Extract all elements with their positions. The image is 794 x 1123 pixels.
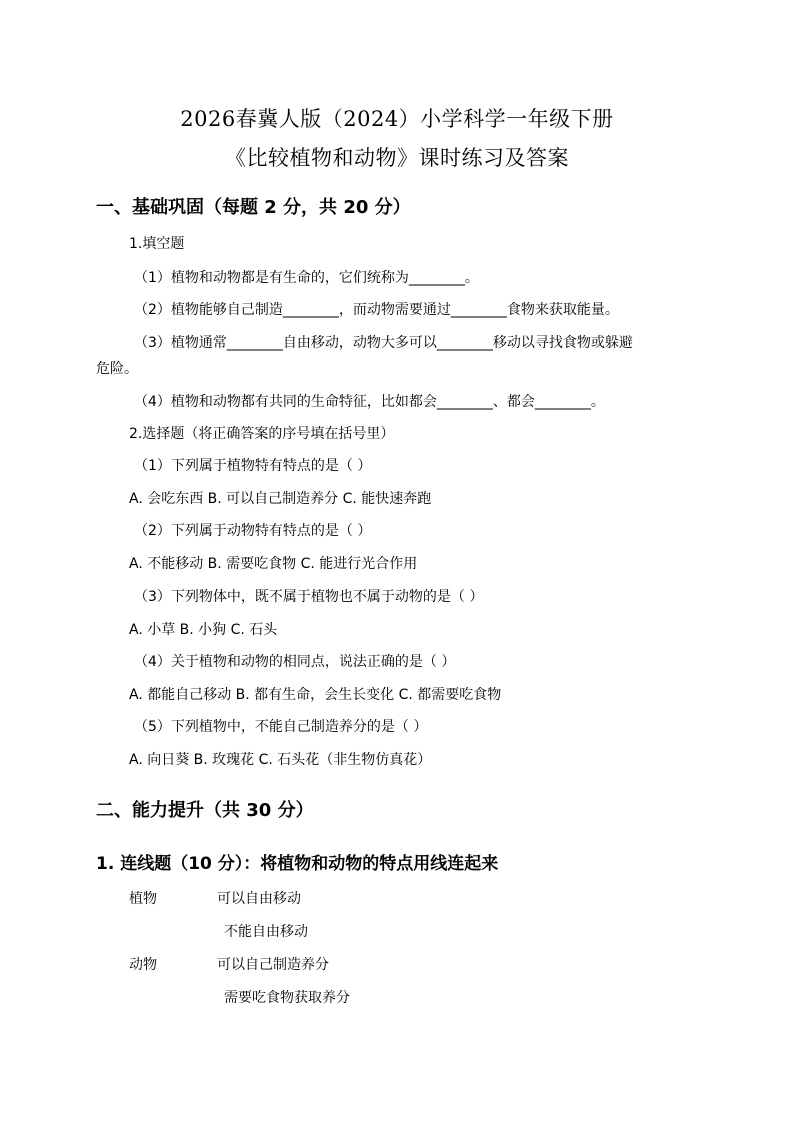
matching-right-item-4: 需要吃食物获取养分 xyxy=(224,990,350,1006)
choice-question-2: （2）下列属于动物特有特点的是（ ） xyxy=(134,523,372,539)
choice-options-5: A. 向日葵 B. 玫瑰花 C. 石头花（非生物仿真花） xyxy=(129,752,432,768)
matching-heading: 1. 连线题（10 分）：将植物和动物的特点用线连起来 xyxy=(96,854,499,874)
fill-blank-item-4: （4）植物和动物都有共同的生命特征，比如都会________、都会________。 xyxy=(134,394,605,410)
matching-right-item-1: 可以自由移动 xyxy=(217,891,301,907)
document-title-line1: 2026春冀人版（2024）小学科学一年级下册 xyxy=(180,107,614,131)
matching-right-item-2: 不能自由移动 xyxy=(224,924,308,940)
fill-blank-label: 1.填空题 xyxy=(129,236,185,252)
choice-question-5: （5）下列植物中，不能自己制造养分的是（ ） xyxy=(134,719,428,735)
choice-options-2: A. 不能移动 B. 需要吃食物 C. 能进行光合作用 xyxy=(129,556,418,572)
fill-blank-item-2: （2）植物能够自己制造________，而动物需要通过________食物来获取能量。 xyxy=(134,302,619,318)
choice-label: 2.选择题（将正确答案的序号填在括号里） xyxy=(129,426,395,442)
section2-heading: 二、能力提升（共 30 分） xyxy=(96,800,314,821)
matching-left-animal: 动物 xyxy=(129,957,157,973)
choice-options-3: A. 小草 B. 小狗 C. 石头 xyxy=(129,622,278,638)
choice-options-4: A. 都能自己移动 B. 都有生命，会生长变化 C. 都需要吃食物 xyxy=(129,687,502,703)
choice-question-4: （4）关于植物和动物的相同点，说法正确的是（ ） xyxy=(134,654,456,670)
section1-heading: 一、基础巩固（每题 2 分，共 20 分） xyxy=(96,197,411,218)
matching-left-plant: 植物 xyxy=(129,891,157,907)
fill-blank-item-1: （1）植物和动物都是有生命的，它们统称为________。 xyxy=(134,270,479,286)
matching-right-item-3: 可以自己制造养分 xyxy=(217,957,329,973)
choice-options-1: A. 会吃东西 B. 可以自己制造养分 C. 能快速奔跑 xyxy=(129,491,432,507)
choice-question-3: （3）下列物体中，既不属于植物也不属于动物的是（ ） xyxy=(134,589,484,605)
fill-blank-item-3-continued: 危险。 xyxy=(96,361,138,377)
document-title-line2: 《比较植物和动物》课时练习及答案 xyxy=(225,146,569,170)
choice-question-1: （1）下列属于植物特有特点的是（ ） xyxy=(134,458,372,474)
fill-blank-item-3: （3）植物通常________自由移动，动物大多可以________移动以寻找食物或躲避 xyxy=(134,335,633,351)
